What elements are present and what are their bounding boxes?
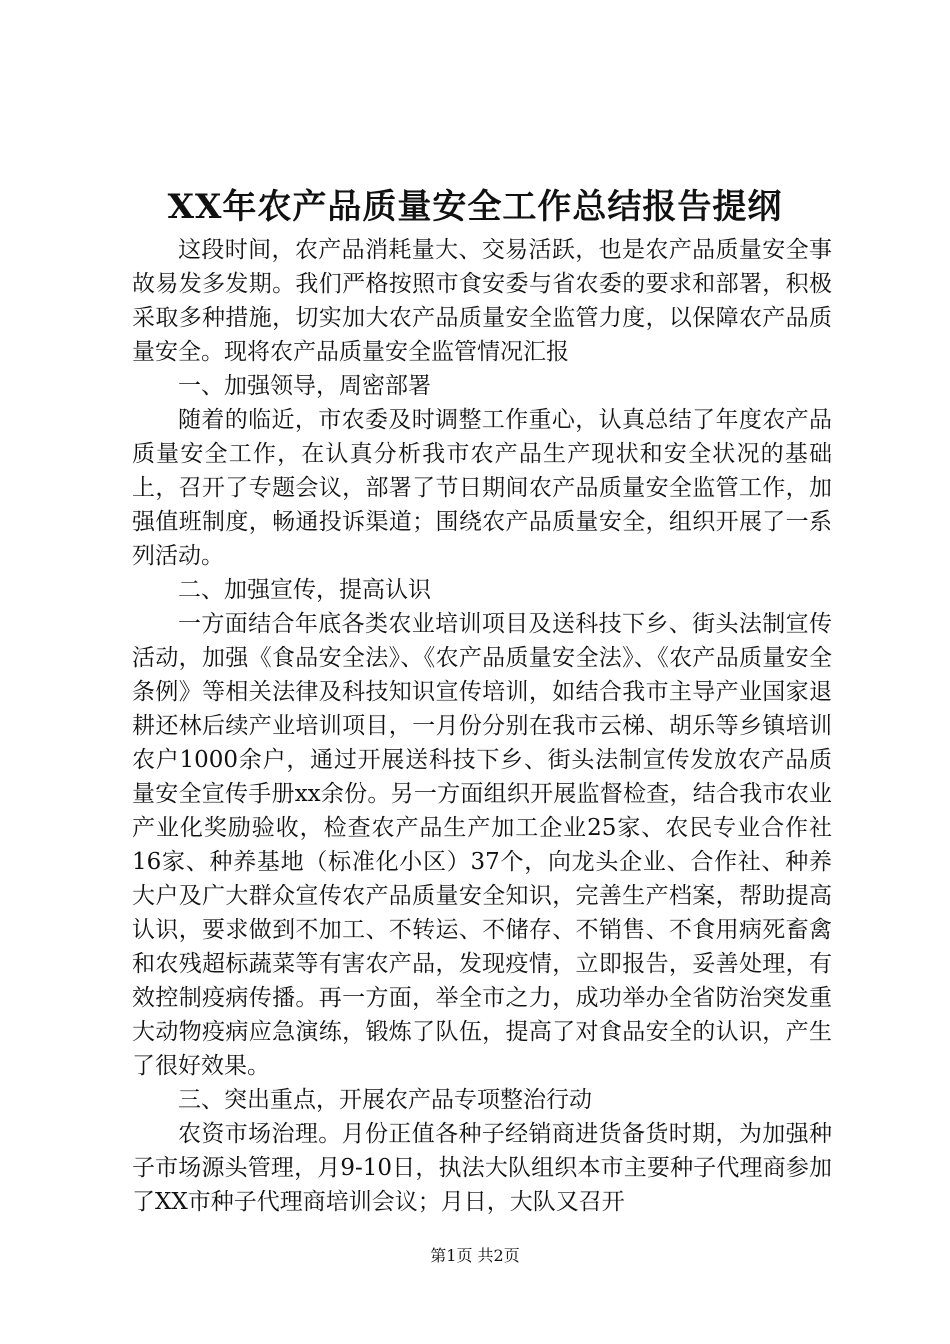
document-title: XX年农产品质量安全工作总结报告提纲 — [167, 187, 783, 227]
section-1-paragraph: 随着的临近，市农委及时调整工作重心，认真总结了年度农产品质量安全工作，在认真分析我市农产品生产现状和安全状况的基础上，召开了专题会议，部署了节日期间农产品质量安全监管工作，加强值班制度，畅通投诉渠道；围绕农产品质量安全，组织开展了一系列活动。 — [132, 407, 832, 569]
document-body — [132, 233, 832, 1219]
page-number-footer: 第1页 共2页 — [430, 1246, 520, 1265]
section-heading-1: 一、加强领导，周密部署 — [178, 373, 431, 399]
section-heading-3: 三、突出重点，开展农产品专项整治行动 — [178, 1087, 592, 1113]
section-3-paragraph: 农资市场治理。月份正值各种子经销商进货备货时期，为加强种子市场源头管理，月9-10日，执法大队组织本市主要种子代理商参加了XX市种子代理商培训会议；月日，大队又召开 — [132, 1121, 832, 1215]
intro-paragraph: 这段时间，农产品消耗量大、交易活跃，也是农产品质量安全事故易发多发期。我们严格按照市食安委与省农委的要求和部署，积极采取多种措施，切实加大农产品质量安全监管力度，以保障农产品质量安全。现将农产品质量安全监管情况汇报 — [132, 237, 832, 365]
section-heading-2: 二、加强宣传，提高认识 — [178, 577, 431, 603]
section-2-paragraph: 一方面结合年底各类农业培训项目及送科技下乡、街头法制宣传活动，加强《食品安全法》、《农产品质量安全法》、《农产品质量安全条例》等相关法律及科技知识宣传培训，如结合我市主导产业国家退耕还林后续产业培训项目，一月份分别在我市云梯、胡乐等乡镇培训农户1000余户，通过开展送科技下乡、街头法制宣传发放农产品质量安全宣传手册xx余份。另一方面组织开展监督检查，结合我市农业产业化奖励验收，检查农产品生产加工企业25家、农民专业合作社16家、种养基地（标准化小区）37个，向龙头企业、合作社、种养大户及广大群众宣传农产品质量安全知识，完善生产档案，帮助提高认识，要求做到不加工、不转运、不储存、不销售、不食用病死畜禽和农残超标蔬菜等有害农产品，发现疫情，立即报告，妥善处理，有效控制疫病传播。再一方面，举全市之力，成功举办全省防治突发重大动物疫病应急演练，锻炼了队伍，提高了对食品安全的认识，产生了很好效果。 — [132, 611, 832, 1079]
